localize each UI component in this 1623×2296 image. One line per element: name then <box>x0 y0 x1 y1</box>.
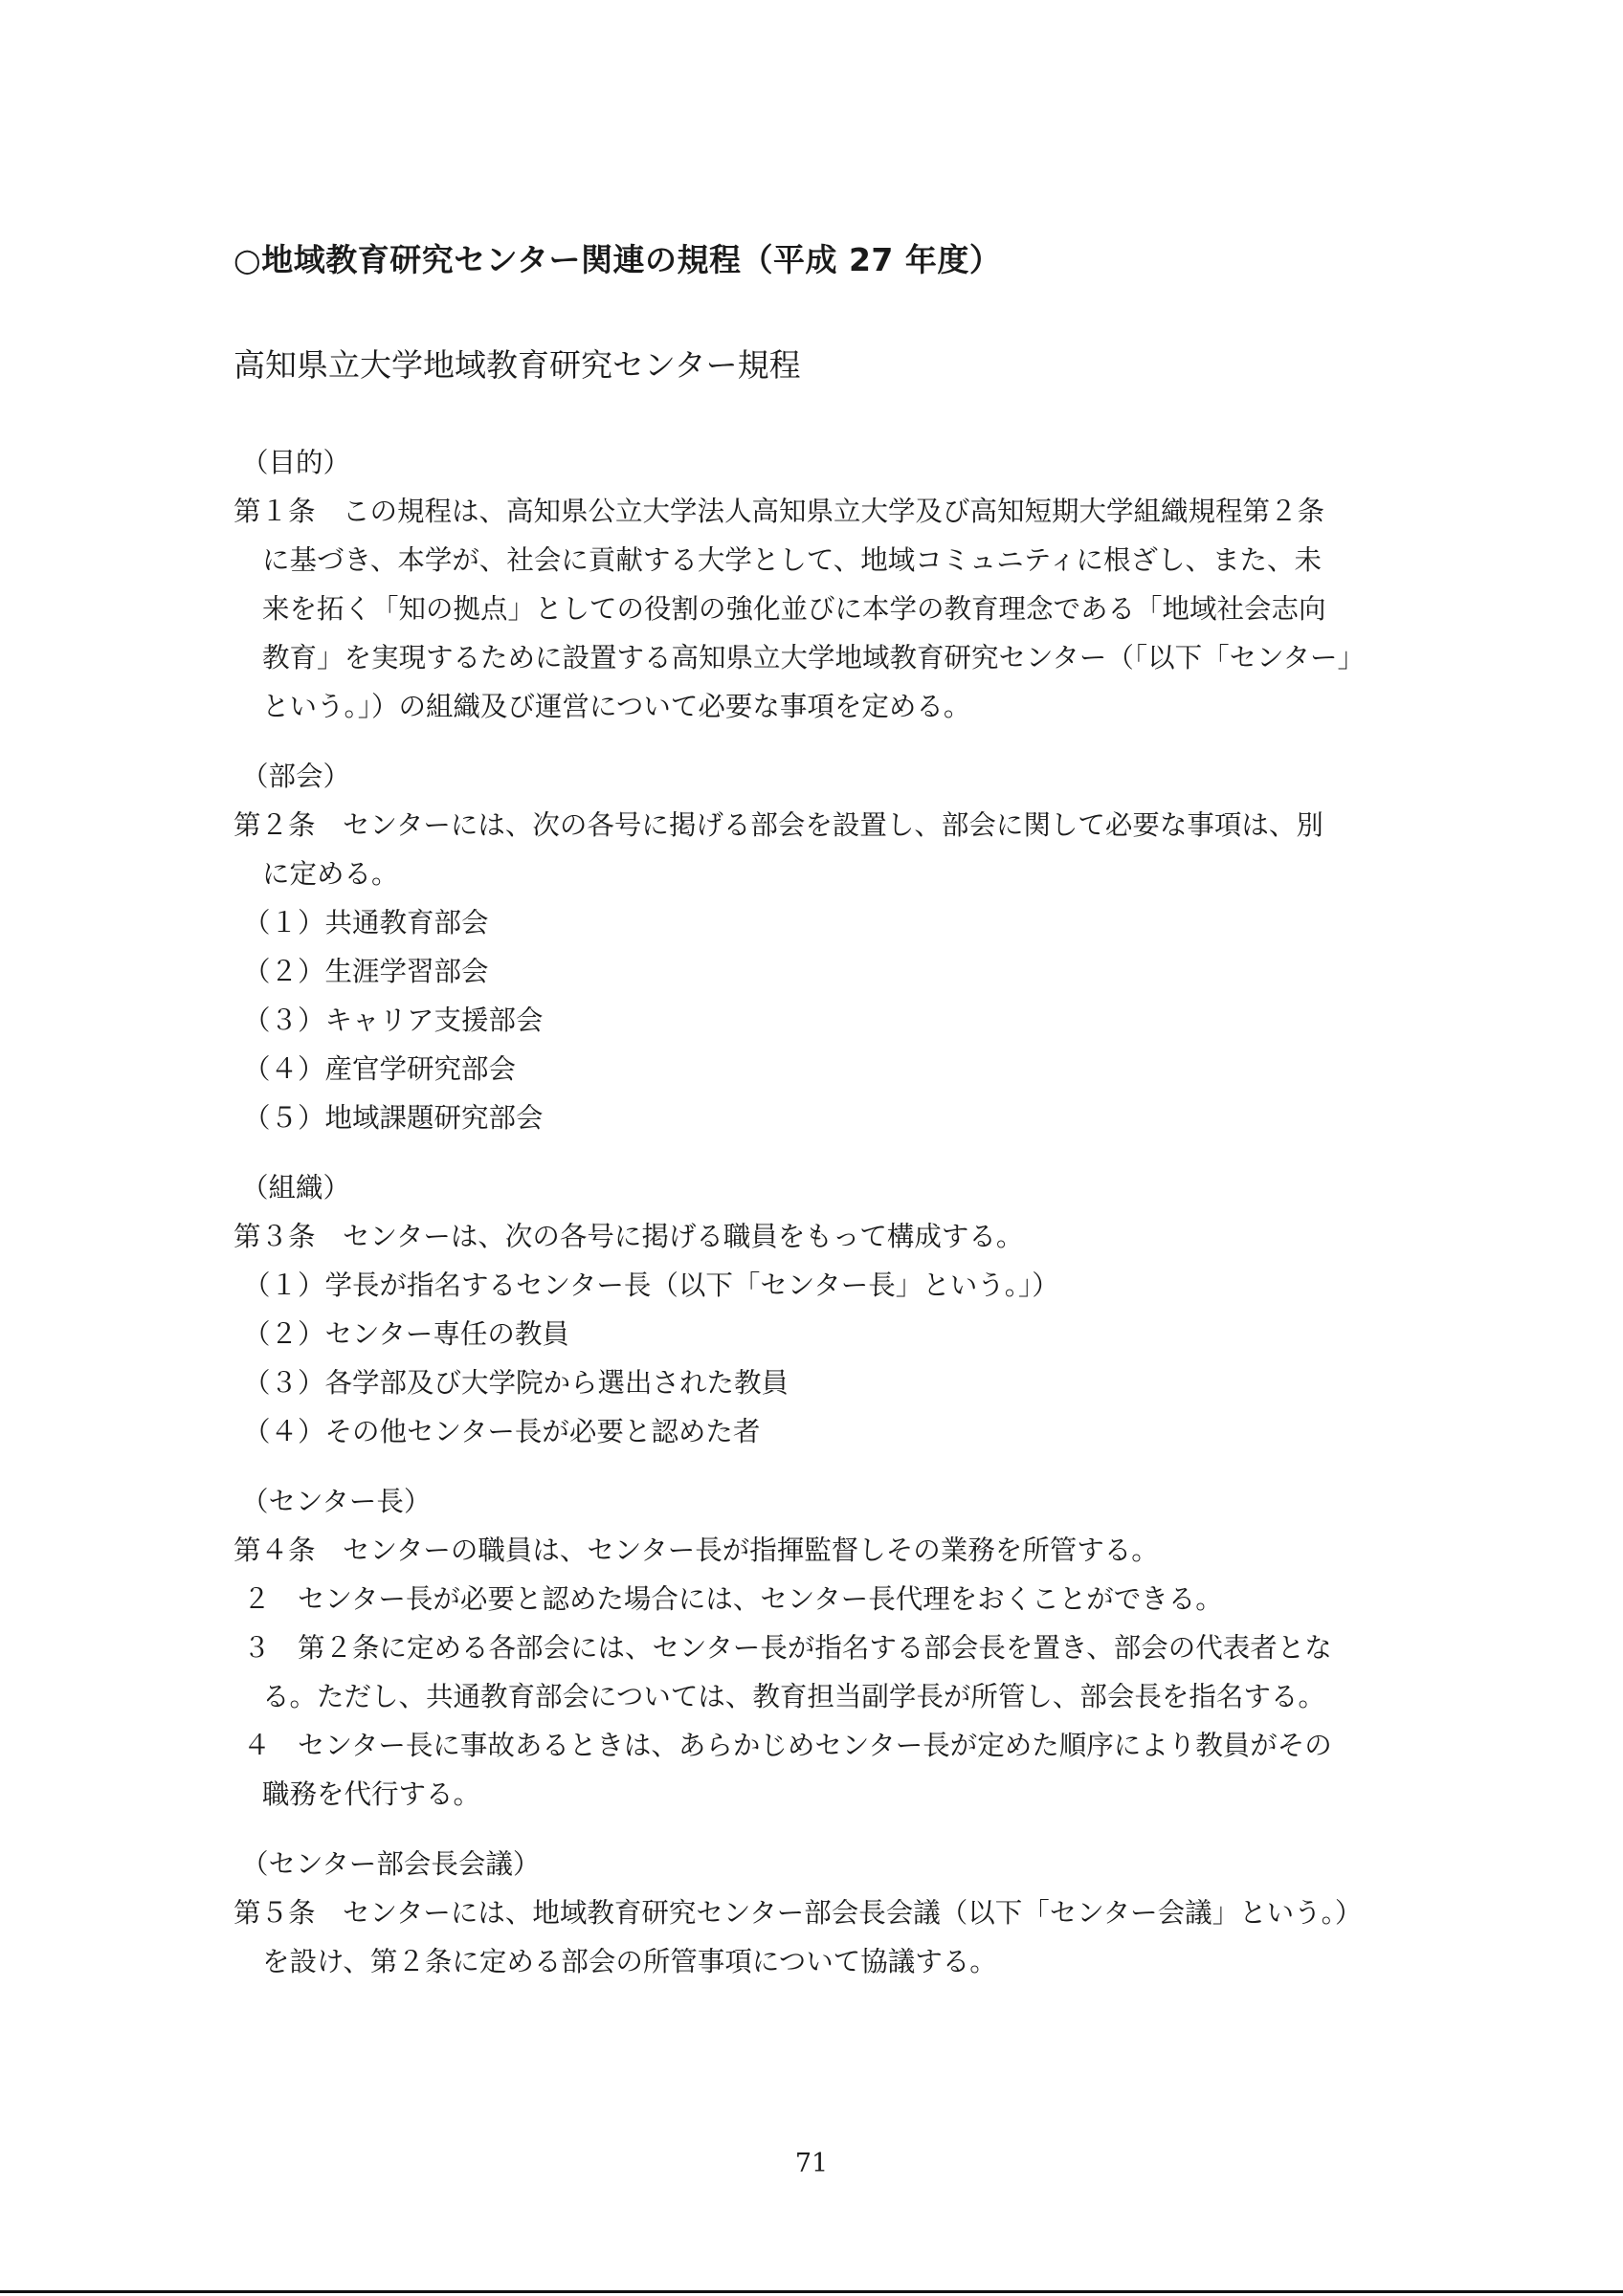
article-1-section <box>233 438 1391 731</box>
article-3-section <box>233 1163 1391 1456</box>
article-heading: （部会） <box>241 761 351 792</box>
list-item: （５）地域課題研究部会 <box>243 1102 544 1134</box>
article-line: 教育」を実現するために設置する高知県立大学地域教育研究センター（「以下「センター」 <box>262 642 1365 673</box>
regulation-body <box>233 438 1391 2007</box>
list-item: （２）生涯学習部会 <box>243 956 489 987</box>
article-line: 第４条 センターの職員は、センター長が指揮監督しその業務を所管する。 <box>233 1534 1159 1566</box>
article-line: という。」）の組織及び運営について必要な事項を定める。 <box>262 691 971 722</box>
list-item: （２）センター専任の教員 <box>243 1318 569 1350</box>
article-2-section <box>233 752 1391 1142</box>
article-line: に定める。 <box>262 858 399 890</box>
article-5-section <box>233 1840 1391 1986</box>
article-line: 来を拓く「知の拠点」としての役割の強化並びに本学の教育理念である「地域社会志向 <box>262 593 1326 625</box>
list-item: （３）各学部及び大学院から選出された教員 <box>243 1367 789 1399</box>
article-line: ２ センター長が必要と認めた場合には、センター長代理をおくことができる。 <box>243 1583 1223 1615</box>
article-heading: （センター部会長会議） <box>241 1848 541 1880</box>
article-line: 第３条 センターは、次の各号に掲げる職員をもって構成する。 <box>233 1221 1024 1252</box>
list-item: （４）産官学研究部会 <box>243 1053 517 1085</box>
bottom-border-line <box>0 2290 1623 2293</box>
article-line: を設け、第２条に定める部会の所管事項について協議する。 <box>262 1946 997 1977</box>
list-item: （４）その他センター長が必要と認めた者 <box>243 1416 761 1447</box>
article-line: 第１条 この規程は、高知県公立大学法人高知県立大学及び高知短期大学組織規程第２条 <box>233 496 1325 527</box>
article-heading: （目的） <box>241 447 351 478</box>
article-heading: （組織） <box>241 1172 351 1203</box>
article-line: ３ 第２条に定める各部会には、センター長が指名する部会長を置き、部会の代表者とな <box>243 1632 1332 1664</box>
section-heading: ○地域教育研究センター関連の規程（平成 27 年度） <box>233 241 1002 278</box>
article-line: 第５条 センターには、地域教育研究センター部会長会議（以下「センター会議」という。） <box>233 1897 1363 1929</box>
article-line: に基づき、本学が、社会に貢献する大学として、地域コミュニティに根ざし、また、未 <box>262 544 1322 576</box>
article-line: ４ センター長に事故あるときは、あらかじめセンター長が定めた順序により教員がその <box>243 1730 1332 1761</box>
article-line: る。ただし、共通教育部会については、教育担当副学長が所管し、部会長を指名する。 <box>262 1681 1325 1712</box>
list-item: （１）学長が指名するセンター長（以下「センター長」という。」） <box>243 1269 1059 1301</box>
list-item: （３）キャリア支援部会 <box>243 1004 544 1036</box>
article-line: 第２条 センターには、次の各号に掲げる部会を設置し、部会に関して必要な事項は、別 <box>233 809 1323 841</box>
article-line: 職務を代行する。 <box>262 1778 481 1810</box>
page-number: 71 <box>794 2149 829 2178</box>
regulation-title: 高知県立大学地域教育研究センター規程 <box>233 346 801 384</box>
list-item: （１）共通教育部会 <box>243 907 489 938</box>
article-heading: （センター長） <box>241 1486 432 1517</box>
article-4-section <box>233 1477 1391 1819</box>
